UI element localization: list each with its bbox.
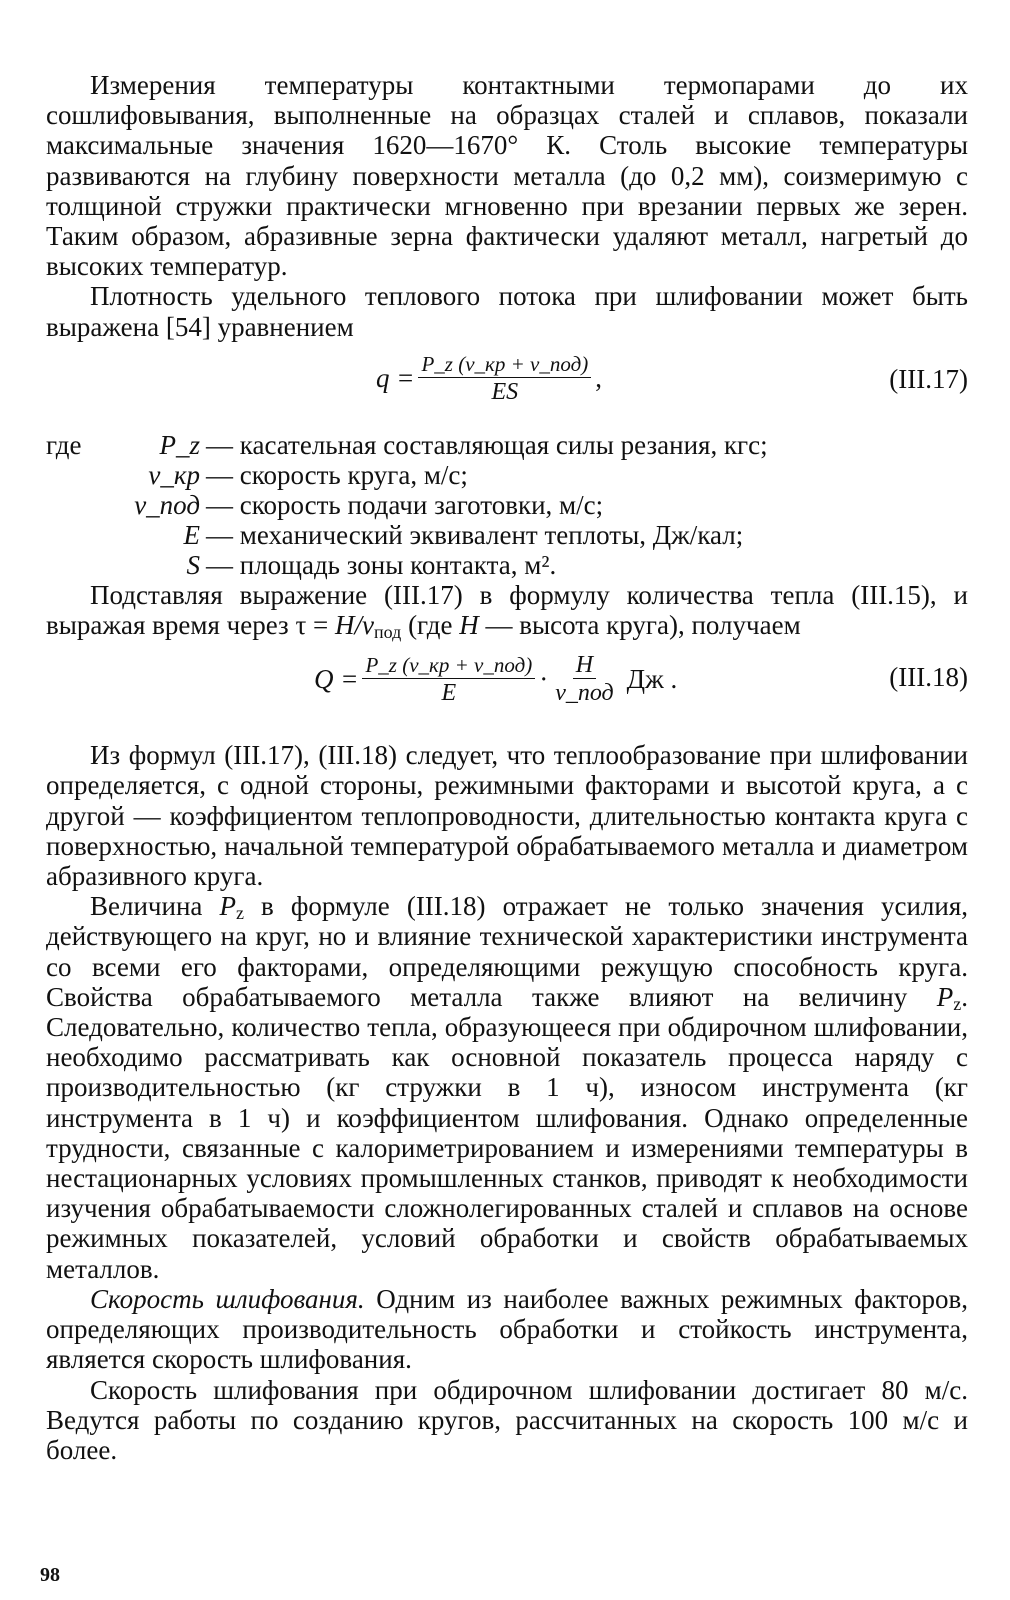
eq2-lhs: Q =: [314, 663, 359, 694]
eq2-denominator: E: [441, 679, 457, 706]
eq1-numerator: P_z (v_кр + v_под): [418, 351, 591, 378]
eq1-number: (III.17): [889, 363, 968, 394]
definition-text: — площадь зоны контакта, м².: [206, 549, 557, 580]
definition-row: [46, 430, 968, 460]
definition-text: — скорость подачи заготовки, м/с;: [206, 489, 604, 520]
eq2-dot: ·: [539, 663, 549, 694]
definition-symbol: E: [183, 519, 200, 550]
tau-expression: H/v: [335, 610, 375, 641]
variable-definitions: [46, 430, 968, 580]
definition-symbol: v_под: [134, 489, 200, 520]
eq2-frac2-numerator: H: [573, 652, 596, 679]
where-label: где: [46, 429, 82, 460]
eq1-lhs: q =: [376, 363, 415, 394]
paragraph-1: Измерения температуры контактными термопарами до их сошлифовывания, выполненные на образцах сталей и сплавов, показали максимальные значения 1620—1670° К. Столь высокие температуры развиваются на глубину поверхности металла (до 0,2 мм), соизмеримую с толщиной стружки практически мгновенно при врезании первых же зерен. Таким образом, абразивные зерна фактически удаляют металл, нагретый до высоких температур.: [46, 70, 968, 282]
eq2-number: (III.18): [889, 662, 968, 693]
paragraph-7: Скорость шлифования при обдирочном шлифовании достигает 80 м/с. Ведутся работы по созданию кругов, рассчитанных на скорость 100 м/с и более.: [46, 1374, 968, 1465]
definition-row: [46, 550, 968, 580]
eq2-unit: Дж .: [626, 663, 678, 694]
eq2-numerator: P_z (v_кр + v_под): [362, 652, 535, 679]
paragraph-4: Из формул (III.17), (III.18) следует, что теплообразование при шлифовании определяется, с одной стороны, режимными факторами и высотой круга, а с другой — коэффициентом теплопроводности, длительностью контакта круга с поверхностью, начальной температурой обрабатываемого металла и диаметром абразивного круга.: [46, 740, 968, 892]
definition-symbol: v_кр: [148, 459, 200, 490]
definition-text: — механический эквивалент теплоты, Дж/кал;: [206, 519, 744, 550]
definition-symbol: S: [186, 549, 200, 580]
page-content: [46, 70, 968, 1465]
definition-row: [46, 490, 968, 520]
equation-III-18: [46, 642, 968, 716]
paragraph-5: Величина $P_z$ в формуле (III.18) отражает не только значения усилия, действующего на круг, но и влияние технической характеристики инструмента со всеми его факторами, определяющими режущую способность круга. Свойства обрабатываемого металла также влияют на величину $P_z$. Следовательно, количество тепла, образующееся при обдирочном шлифовании, необходимо рассматривать как основной показатель процесса наряду с производительностью (кг стружки в 1 ч), износом инструмента (кг инструмента в 1 ч) и коэффициентом шлифования. Однако определенные трудности, связанные с калориметрированием и измерениями температуры в нестационарных условиях промышленных станков, приводят к необходимости изучения обрабатываемости сложнолегированных сталей и сплавов на основе режимных показателей, условий обработки и свойств обрабатываемых металлов.: [46, 891, 968, 1284]
page-number: 98: [40, 1564, 60, 1586]
eq2-fraction-2: [552, 652, 616, 707]
definition-symbol: P_z: [159, 429, 200, 460]
eq1-denominator: ES: [491, 379, 519, 406]
definition-row: [46, 460, 968, 490]
eq1-fraction: [418, 351, 591, 406]
definition-text: — касательная составляющая силы резания, кгс;: [206, 429, 768, 460]
section-heading-italic: Скорость шлифования.: [90, 1283, 365, 1314]
equation-III-17: [46, 344, 968, 414]
paragraph-6: Скорость шлифования. Одним из наиболее важных режимных факторов, определяющих производительность обработки и стойкость инструмента, является скорость шлифования.: [46, 1283, 968, 1375]
paragraph-2: Плотность удельного теплового потока при шлифовании может быть выражена [54] уравнением: [46, 281, 968, 342]
paragraph-3: Подставляя выражение (III.17) в формулу количества тепла (III.15), и выражая время через $\tau = H/v_{под}$ (где H — высота круга), получаем: [46, 579, 968, 643]
eq2-frac2-denominator: v_под: [555, 679, 614, 706]
eq2-fraction-1: [362, 652, 535, 707]
definition-row: [46, 520, 968, 550]
definition-text: — скорость круга, м/с;: [206, 459, 468, 490]
eq1-tail: ,: [595, 363, 602, 394]
